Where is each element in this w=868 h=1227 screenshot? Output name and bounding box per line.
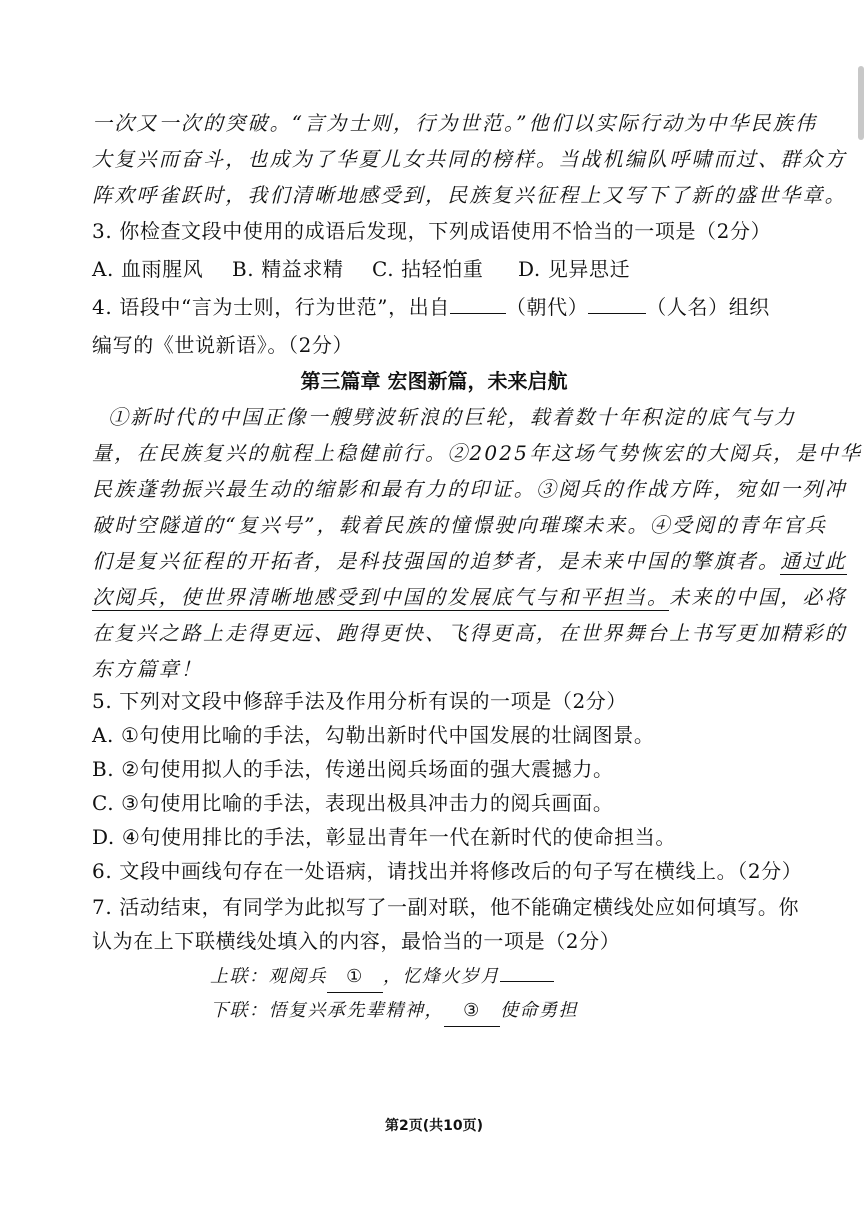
option-a[interactable]: A. 血雨腥风 <box>92 257 204 281</box>
couplet-blank-2[interactable] <box>500 981 554 982</box>
dynasty-blank[interactable] <box>450 295 506 314</box>
option-d[interactable]: D. ④句使用排比的手法，彰显出青年一代在新时代的使命担当。 <box>92 825 676 849</box>
passage-line: 阵欢呼雀跃时，我们清晰地感受到，民族复兴征程上又写下了新的盛世华章。 <box>92 183 847 207</box>
option-b[interactable]: B. 精益求精 <box>232 257 344 281</box>
couplet-upper <box>210 962 554 993</box>
couplet-blank-1[interactable]: ① <box>327 962 383 993</box>
underlined-sentence: 通过此 <box>780 549 847 573</box>
couplet-text: 下联：悟复兴承先辈精神， <box>210 1000 444 1021</box>
question-4-text: （朝代） <box>505 295 589 319</box>
section-title: 第三篇章 宏图新篇，未来启航 <box>300 369 568 393</box>
option-a[interactable]: A. ①句使用比喻的手法，勾勒出新时代中国发展的壮阔图景。 <box>92 723 655 747</box>
passage-line: 一次又一次的突破。“言为士则，行为世范。”他们以实际行动为中华民族伟 <box>92 111 818 135</box>
underlined-sentence: 次阅兵，使世界清晰地感受到中国的发展底气与和平担当。 <box>92 585 670 609</box>
passage-text: 未来的中国，必将 <box>669 585 847 609</box>
passage-line: 大复兴而奋斗，也成为了华夏儿女共同的榜样。当战机编队呼啸而过、群众方 <box>92 147 847 171</box>
couplet-text: 使命勇担 <box>500 1000 578 1021</box>
couplet-lower <box>210 996 578 1027</box>
option-c[interactable]: C. 拈轻怕重 <box>372 257 484 281</box>
option-b[interactable]: B. ②句使用拟人的手法，传递出阅兵场面的强大震撼力。 <box>92 757 614 781</box>
question-4-line1 <box>92 292 770 322</box>
question-6: 6. 文段中画线句存在一处语病，请找出并将修改后的句子写在横线上。（2分） <box>92 859 803 883</box>
passage-text: 们是复兴征程的开拓者，是科技强国的追梦者，是未来中国的擎旗者。 <box>92 549 781 573</box>
passage-line: 破时空隧道的“复兴号”，载着民族的憧憬驶向璀璨未来。④受阅的青年官兵 <box>92 513 828 537</box>
question-5-stem: 5. 下列对文段中修辞手法及作用分析有误的一项是（2分） <box>92 689 627 713</box>
question-7-line2: 认为在上下联横线处填入的内容，最恰当的一项是（2分） <box>92 929 621 953</box>
scrollbar[interactable] <box>858 66 864 140</box>
passage-line <box>92 582 847 612</box>
passage-line <box>92 546 847 576</box>
person-blank[interactable] <box>588 295 646 314</box>
couplet-text: ，忆烽火岁月 <box>383 966 500 987</box>
passage-line: 民族蓬勃振兴最生动的缩影和最有力的印证。③阅兵的作战方阵，宛如一列冲 <box>92 477 847 501</box>
question-3-options <box>92 254 630 284</box>
passage-line: 量，在民族复兴的航程上稳健前行。②2025年这场气势恢宏的大阅兵，是中华 <box>92 441 863 465</box>
passage-line: ①新时代的中国正像一艘劈波斩浪的巨轮，载着数十年积淀的底气与力 <box>108 405 797 429</box>
passage-line: 在复兴之路上走得更远、跑得更快、飞得更高，在世界舞台上书写更加精彩的 <box>92 621 847 645</box>
option-c[interactable]: C. ③句使用比喻的手法，表现出极具冲击力的阅兵画面。 <box>92 791 614 815</box>
question-7-line1: 7. 活动结束，有同学为此拟写了一副对联，他不能确定横线处应如何填写。你 <box>92 895 800 919</box>
couplet-blank-3[interactable]: ③ <box>444 996 500 1027</box>
question-4-text: 4. 语段中“言为士则，行为世范”，出自 <box>92 295 450 319</box>
page-footer: 第2页(共10页) <box>384 1118 484 1134</box>
option-d[interactable]: D. 见异思迁 <box>518 257 631 281</box>
couplet-text: 上联：观阅兵 <box>210 966 327 987</box>
question-3-stem: 3. 你检查文段中使用的成语后发现，下列成语使用不恰当的一项是（2分） <box>92 219 772 243</box>
passage-line: 东方篇章！ <box>92 657 203 681</box>
question-4-line2: 编写的《世说新语》。（2分） <box>92 333 354 357</box>
question-4-text: （人名）组织 <box>646 295 770 319</box>
